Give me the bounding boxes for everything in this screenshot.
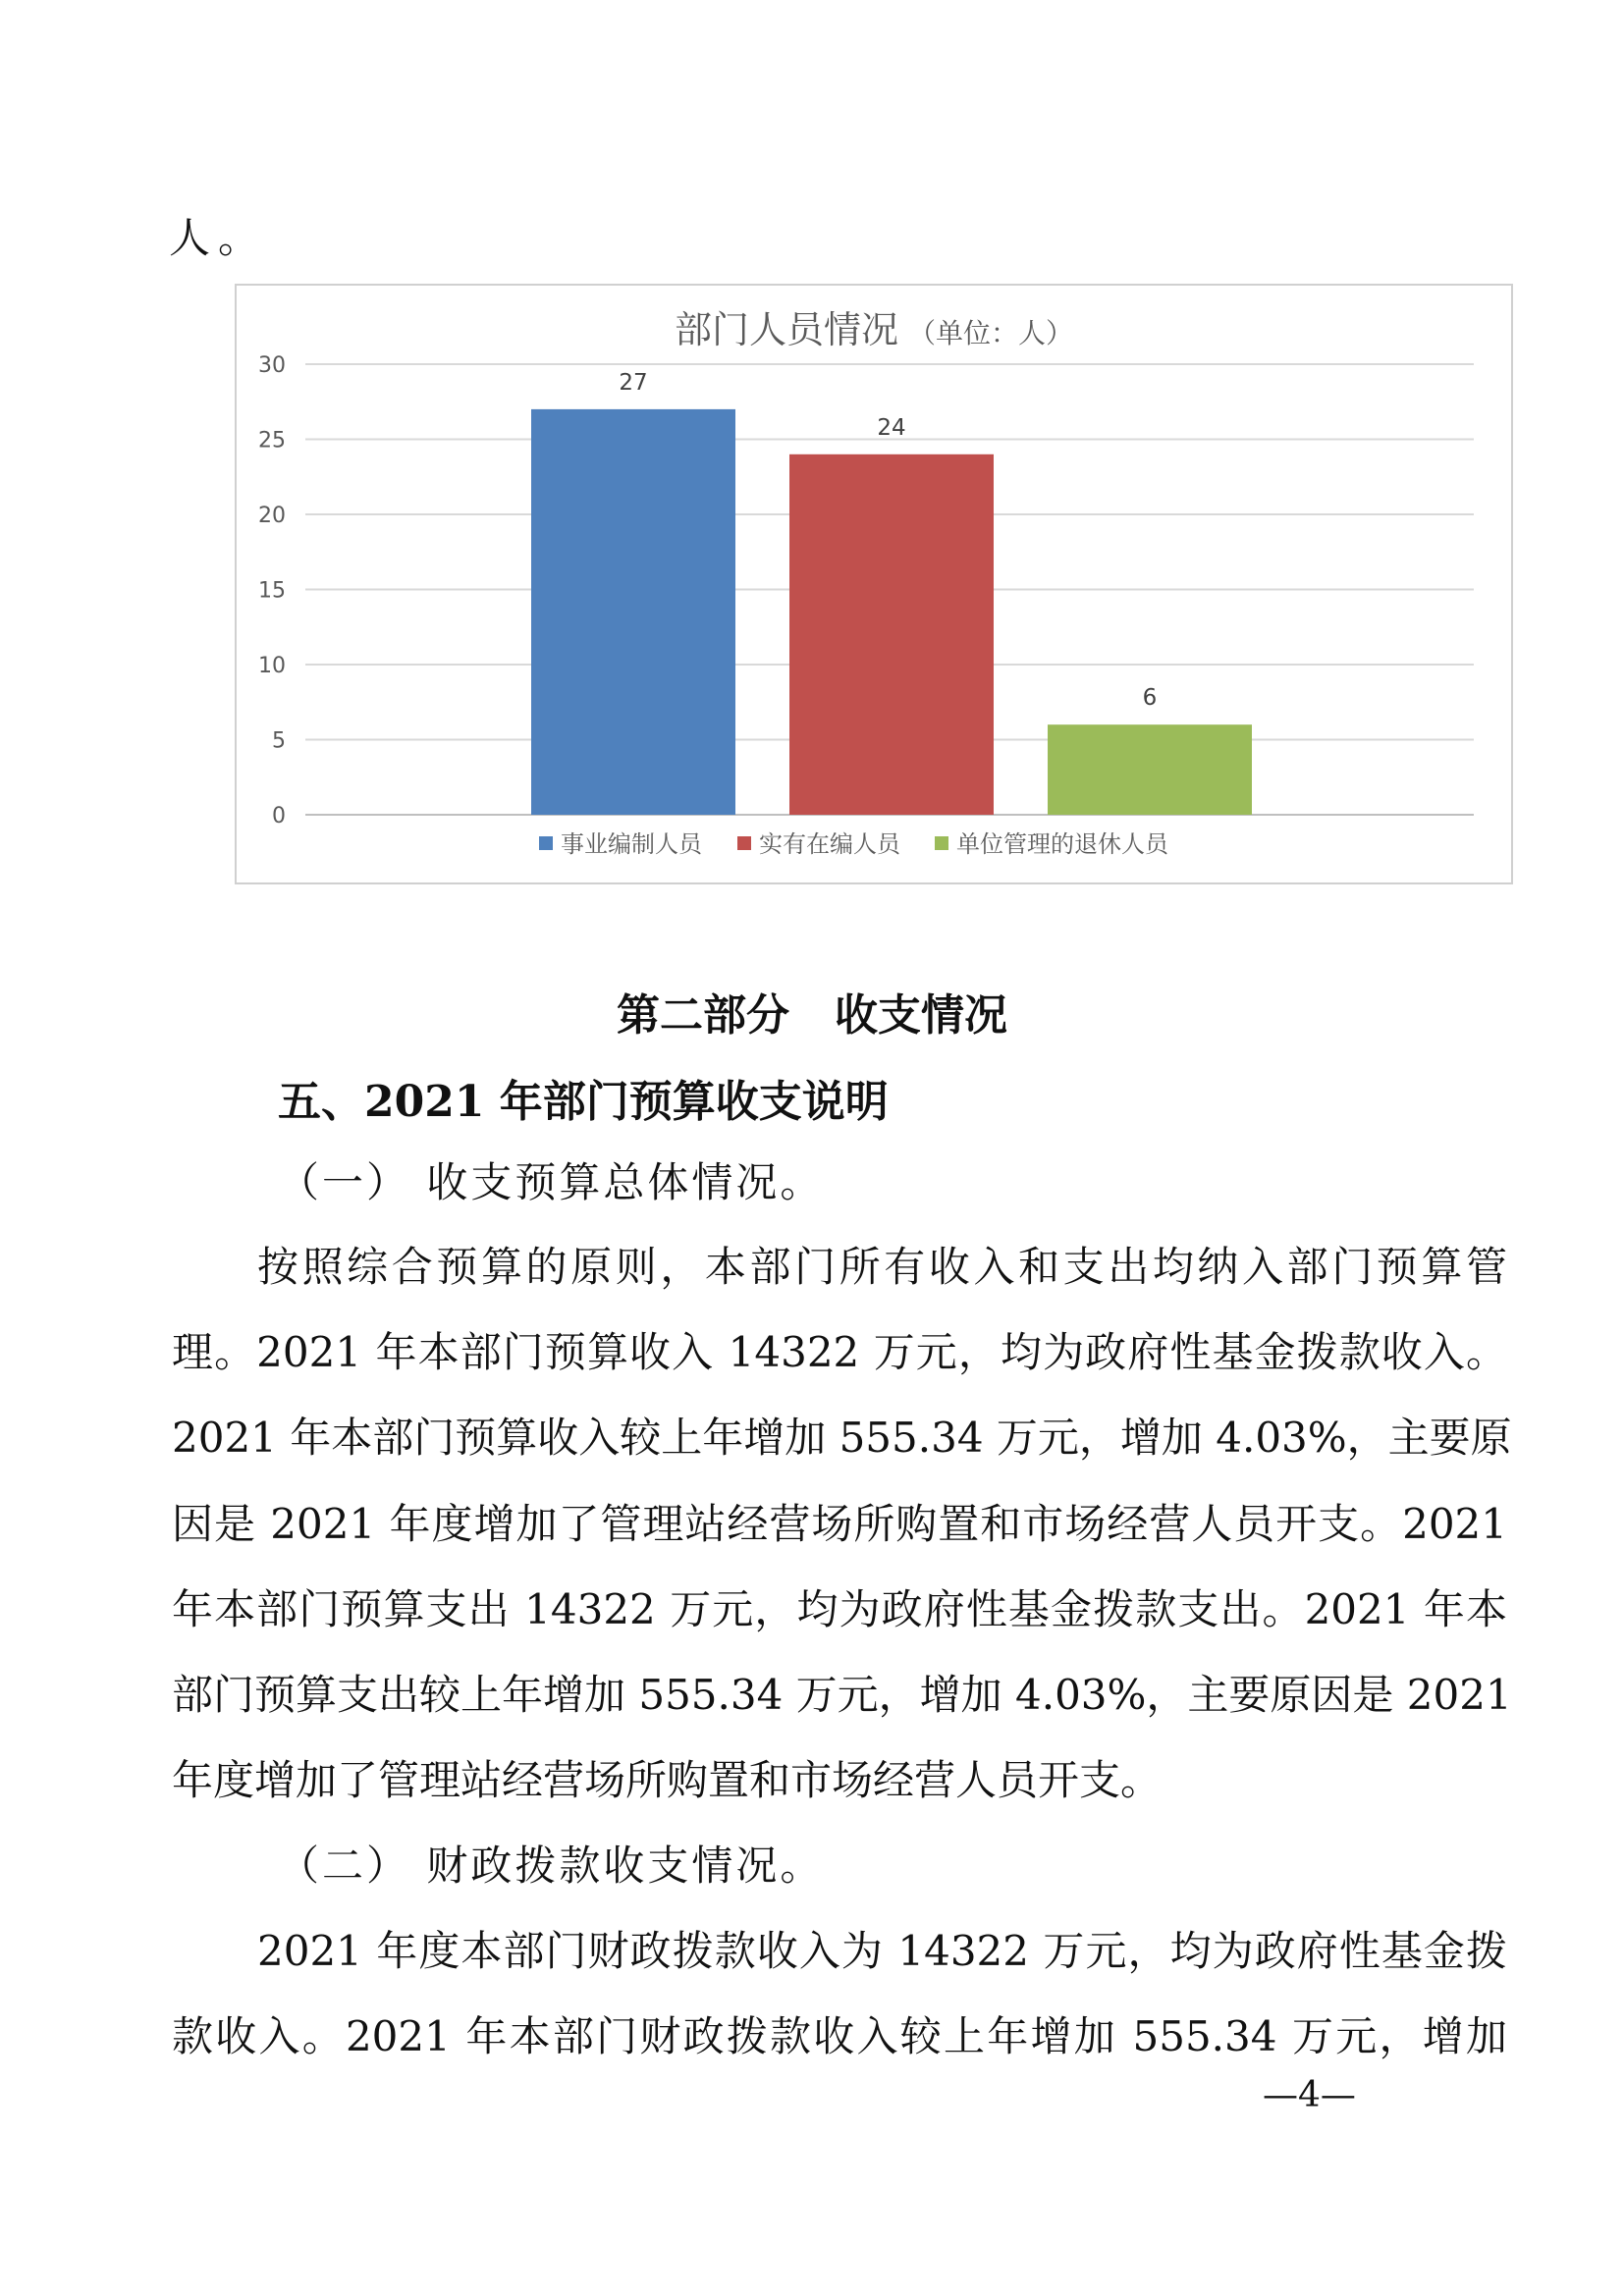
data-label: 24 [877, 414, 906, 441]
chart-title: 部门人员情况 （单位：人） [674, 308, 1074, 351]
paragraph-line: 年度增加了管理站经营场所购置和市场经营人员开支。 [172, 1756, 1163, 1804]
data-label: 6 [1142, 685, 1158, 712]
paragraph-line: 理。2021 年本部门预算收入 14322 万元，均为政府性基金拨款收入。 [172, 1328, 1507, 1376]
subsection-heading-1: （一） 收支预算总体情况。 [278, 1158, 825, 1206]
y-tick-label: 15 [258, 578, 286, 604]
y-tick-label: 10 [258, 654, 286, 678]
y-tick-label: 0 [272, 804, 286, 828]
bar [789, 454, 994, 815]
paragraph-line: 2021 年度本部门财政拨款收入为 14322 万元，均为政府性基金拨 [257, 1927, 1507, 1975]
page-number: —4— [1263, 2075, 1356, 2115]
chart-legend [539, 830, 1170, 858]
paragraph-line: 款收入。2021 年本部门财政拨款收入较上年增加 555.34 万元，增加 [172, 2012, 1507, 2060]
legend-swatch [935, 836, 948, 850]
legend-swatch [737, 836, 751, 850]
paragraph-line: 年本部门预算支出 14322 万元，均为政府性基金拨款支出。2021 年本 [172, 1585, 1507, 1633]
part-title-sub: 收支情况 [835, 990, 1007, 1041]
carryover-text: 人。 [169, 214, 268, 262]
bar [531, 409, 735, 815]
legend-label: 事业编制人员 [561, 830, 702, 858]
data-label: 27 [619, 369, 648, 396]
y-tick-label: 30 [258, 353, 286, 378]
paragraph-line: 部门预算支出较上年增加 555.34 万元，增加 4.03%，主要原因是 2021 [172, 1671, 1512, 1719]
section-heading: 五、2021 年部门预算收支说明 [278, 1077, 889, 1127]
legend-label: 实有在编人员 [759, 830, 900, 858]
part-title [0, 980, 1624, 1042]
part-title-main: 第二部分 [617, 990, 789, 1041]
y-tick-label: 5 [272, 728, 286, 754]
staff-bar-chart [235, 284, 1513, 884]
paragraph-line: 2021 年本部门预算收入较上年增加 555.34 万元，增加 4.03%，主要原 [172, 1414, 1512, 1462]
paragraph-line: 因是 2021 年度增加了管理站经营场所购置和市场经营人员开支。2021 [172, 1500, 1507, 1548]
legend-label: 单位管理的退休人员 [956, 830, 1168, 858]
y-tick-label: 20 [258, 504, 286, 528]
bar [1048, 724, 1252, 815]
legend-swatch [539, 836, 553, 850]
y-tick-label: 25 [258, 428, 286, 454]
paragraph-line: 按照综合预算的原则，本部门所有收入和支出均纳入部门预算管 [257, 1243, 1507, 1291]
subsection-heading-2: （二） 财政拨款收支情况。 [278, 1842, 825, 1890]
